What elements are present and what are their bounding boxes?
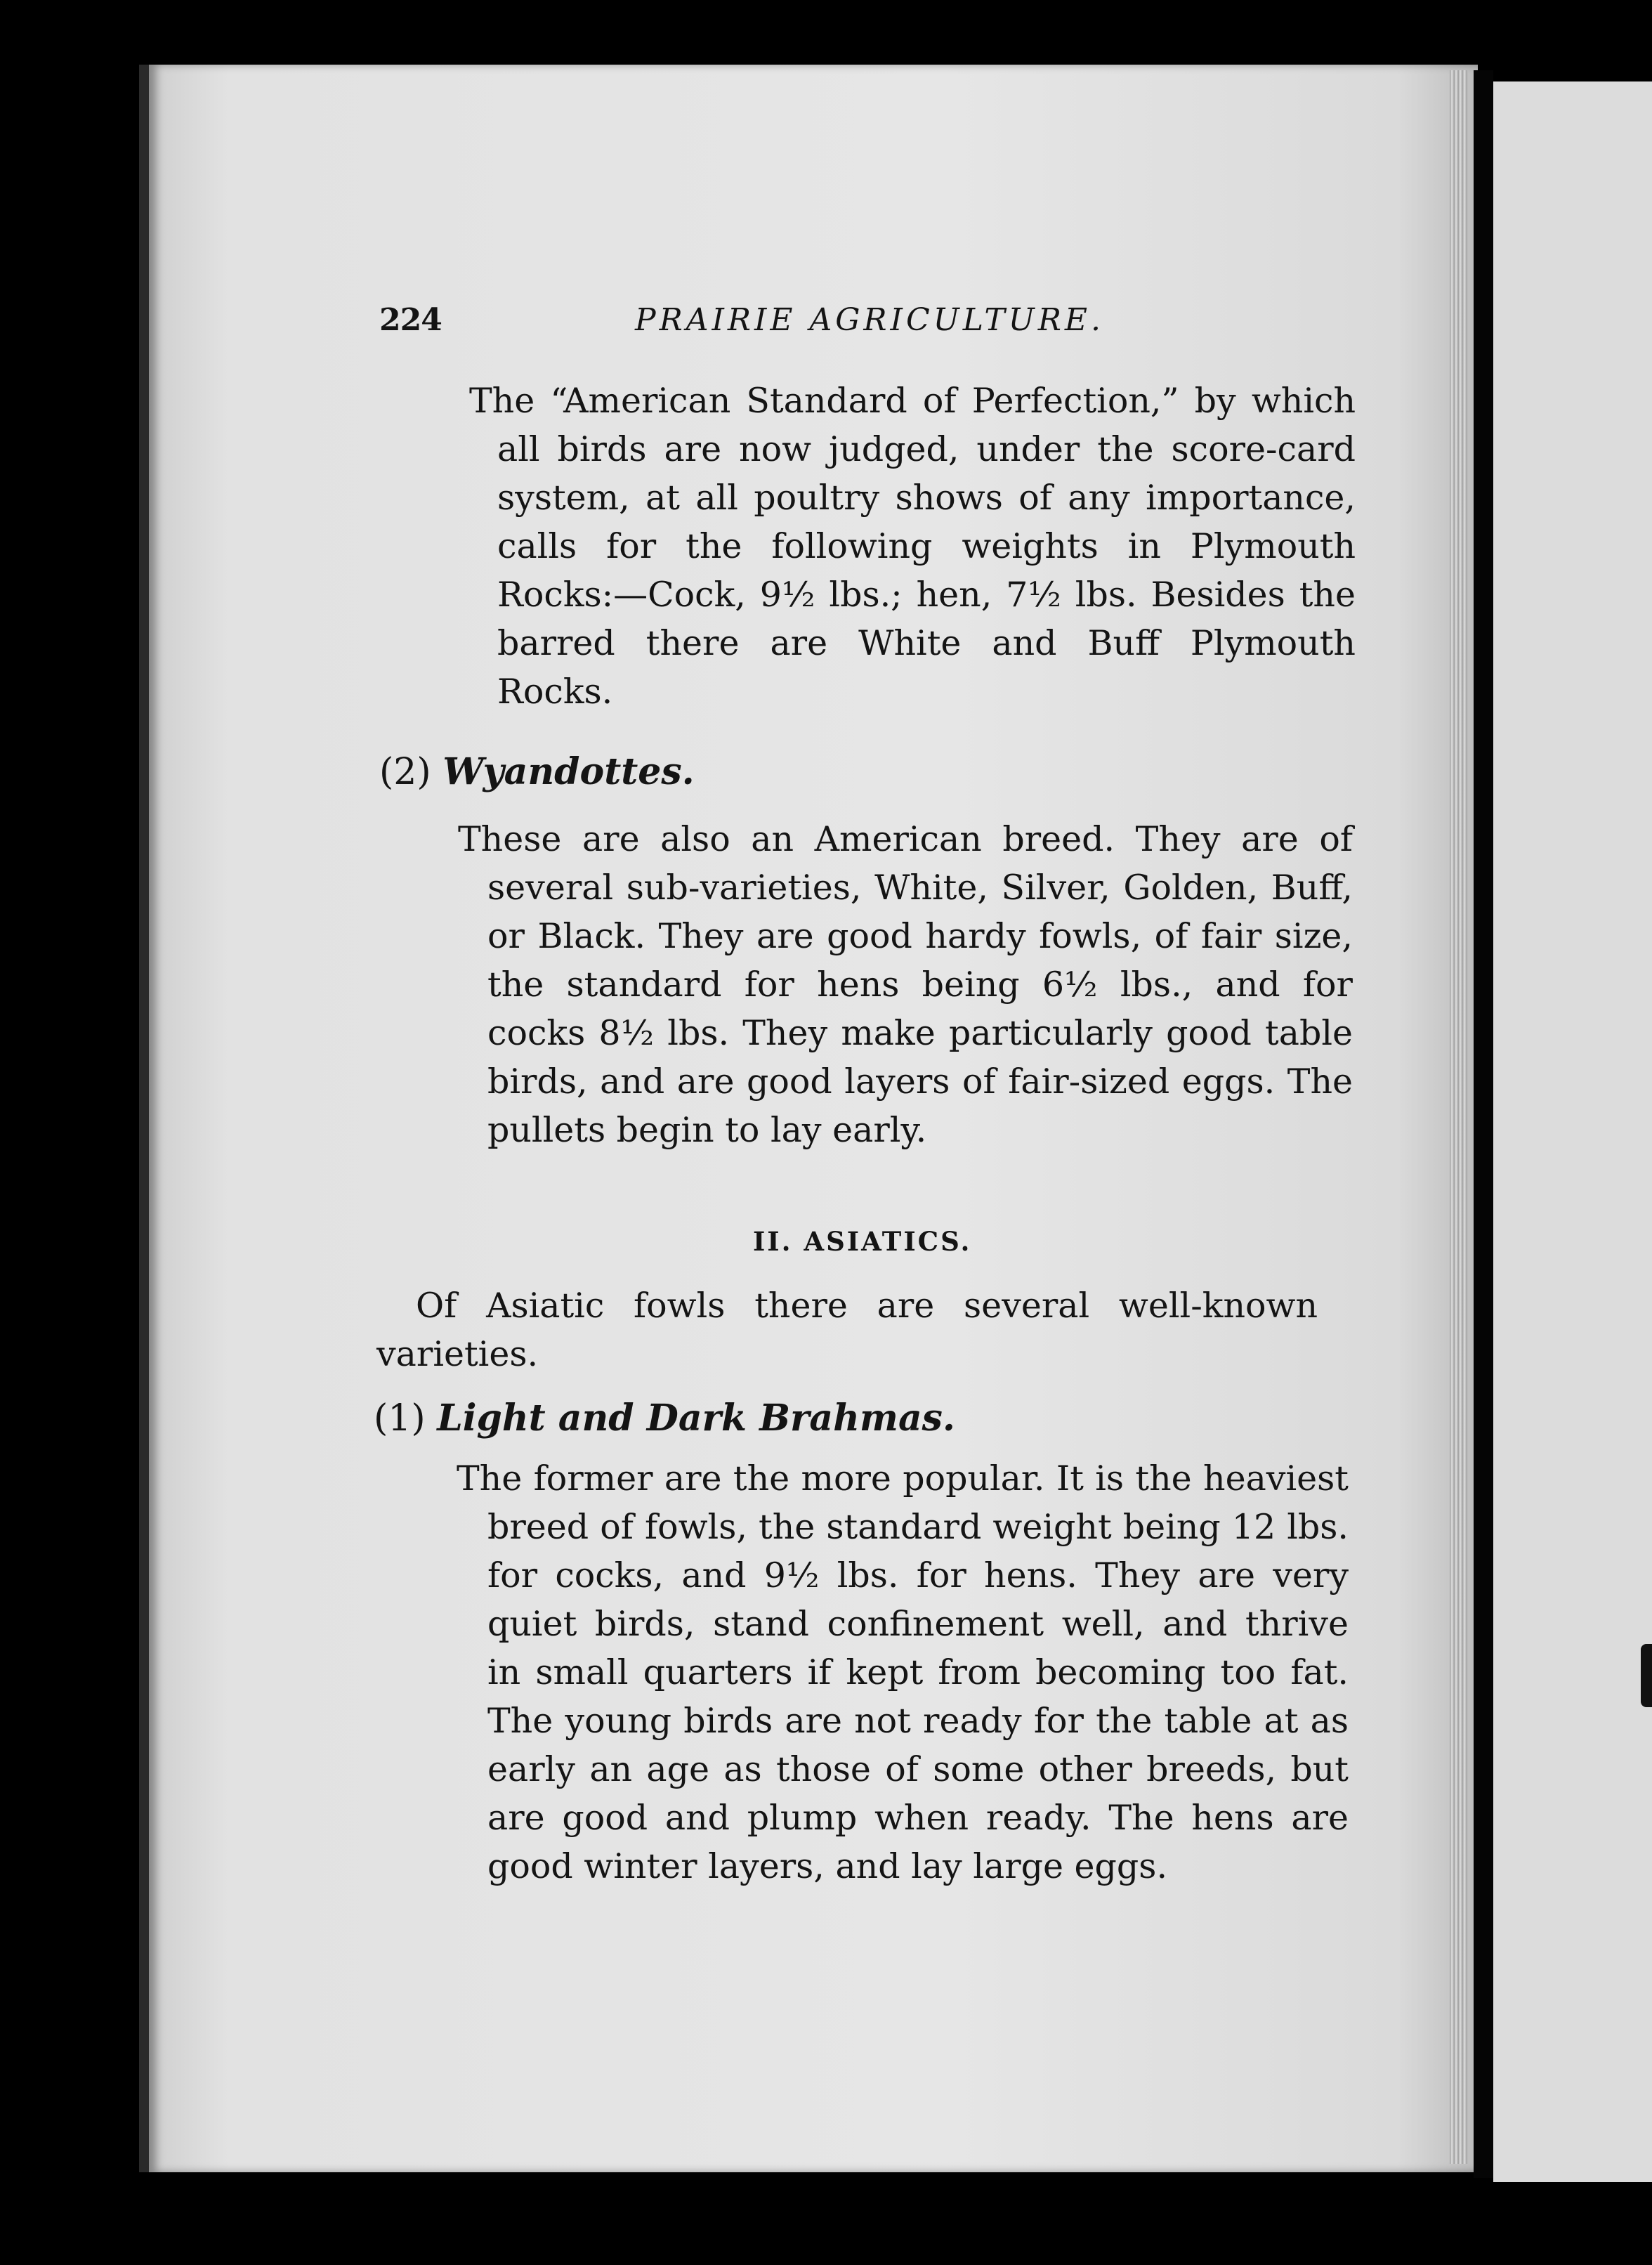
paragraph-asiatic-intro: Of Asiatic fowls there are several well-known varieties.: [376, 1286, 1318, 1374]
item-heading-brahmas: [374, 1394, 955, 1443]
page-header: [379, 302, 1475, 351]
item-heading-wyandottes: [379, 748, 695, 797]
running-title: PRAIRIE AGRICULTURE.: [635, 302, 1104, 338]
paragraph-wyandottes: These are also an American breed. They are of several sub-varieties, White, Silver, Golden, Buff, or Black. They are good hardy fowls, of fair size, the standard for hens being 6½ lbs., and for cocks 8½ lbs. They make particularly good table birds, and are good layers of fair-sized eggs. The pullets begin to lay early.: [458, 819, 1353, 1150]
paragraph-brahmas: The former are the more popular. It is the heaviest breed of fowls, the standard weight being 12 lbs. for cocks, and 9½ lbs. for hens. They are very quiet birds, stand confinement well, and thrive in small quarters if kept from becoming too fat. The young birds are not ready for the table at as early an age as those of some other breeds, but are good and plump when ready. The hens are good winter layers, and lay large eggs.: [457, 1458, 1349, 1886]
page-number: 224: [379, 302, 442, 338]
adjacent-page: [1493, 81, 1652, 2182]
page-gutter: [1474, 70, 1493, 2178]
item-title: Light and Dark Brahmas.: [437, 1397, 956, 1440]
film-blot: [1641, 1644, 1652, 1707]
item-title: Wyandottes.: [442, 750, 695, 793]
paragraph-standard-of-perfection: The “American Standard of Perfection,” by which all birds are now judged, under the score-card system, at all poultry shows of any importance, calls for the following weights in Plymouth Rocks:—Cock, 9½ lbs.; hen, 7½ lbs. Besides the barred there are White and Buff Plymouth Rocks.: [469, 381, 1356, 712]
item-number: (2): [379, 751, 431, 793]
section-heading-asiatics: II. ASIATICS.: [753, 1226, 972, 1257]
page-edge: [1450, 70, 1468, 2164]
item-number: (1): [374, 1397, 426, 1440]
